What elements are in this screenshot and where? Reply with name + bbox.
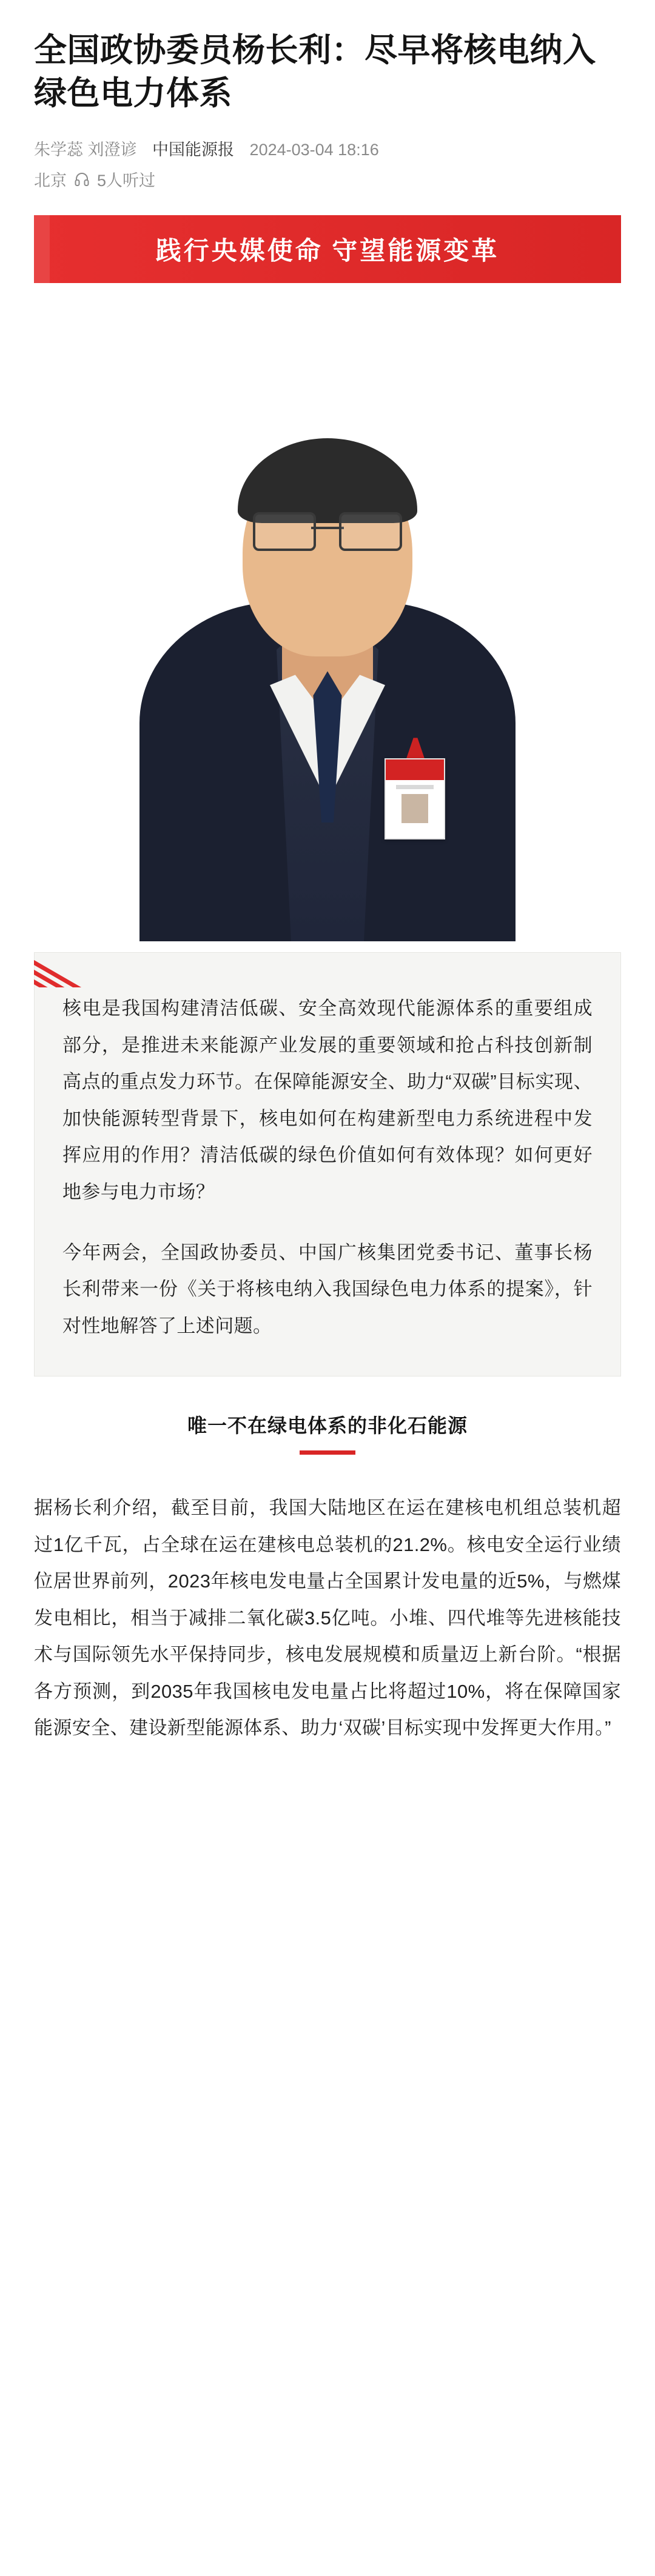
page-title: 全国政协委员杨长利：尽早将核电纳入绿色电力体系 <box>34 32 596 112</box>
article-authors: 朱学蕊 刘澄谚 <box>34 140 137 159</box>
banner-text: 践行央媒使命 守望能源变革 <box>155 238 500 266</box>
lead-paragraph-1: 核电是我国构建清洁低碳、安全高效现代能源体系的重要组成部分，是推进未来能源产业发展的重要领域和抢占科技创新制高点的重点发力环节。在保障能源安全、助力“双碳”目标实现、加快能源转型背景下，核电如何在构建新型电力系统进程中发挥应用的作用？清洁低碳的绿色价值如何有效体现？如何更好地参与电力市场？ <box>62 998 593 1203</box>
article-datetime: 2024-03-04 18:16 <box>249 140 379 159</box>
delegate-badge <box>385 758 445 839</box>
portrait-photo <box>34 299 621 941</box>
article-meta-secondary <box>34 167 621 191</box>
lead-paragraph-2: 今年两会，全国政协委员、中国广核集团党委书记、董事长杨长利带来一份《关于将核电纳入我国绿色电力体系的提案》，针对性地解答了上述问题。 <box>62 1242 593 1336</box>
lead-summary-box <box>34 952 621 1376</box>
corner-stripes-icon <box>34 952 101 987</box>
section-rule <box>300 1450 355 1455</box>
listen-count: 5人听过 <box>97 172 156 190</box>
section1-paragraph-1: 据杨长利介绍，截至目前，我国大陆地区在运在建核电机组总装机超过1亿千瓦，占全球在运在建核电总装机的21.2%。核电安全运行业绩位居世界前列，2023年核电发电量占全国累计发电量的近5%，与燃煤发电相比，相当于减排二氧化碳3.5亿吨。小堆、四代堆等先进核能技术与国际领先水平保持同步，核电发展规模和质量迈上新台阶。“根据各方预测，到2035年我国核电发电量占比将超过10%，将在保障国家能源安全、建设新型能源体系、助力‘双碳’目标实现中发挥更大作用。” <box>34 1497 621 1738</box>
hair-shape <box>238 438 417 523</box>
portrait-figure <box>133 299 522 941</box>
article-location: 北京 <box>34 172 67 190</box>
article-meta <box>34 136 621 164</box>
red-banner <box>34 215 621 283</box>
headphone-icon[interactable] <box>74 172 90 187</box>
article-source: 中国能源报 <box>152 140 235 159</box>
glasses-icon <box>252 512 403 549</box>
section-heading-1: 唯一不在绿电体系的非化石能源 <box>187 1415 468 1437</box>
